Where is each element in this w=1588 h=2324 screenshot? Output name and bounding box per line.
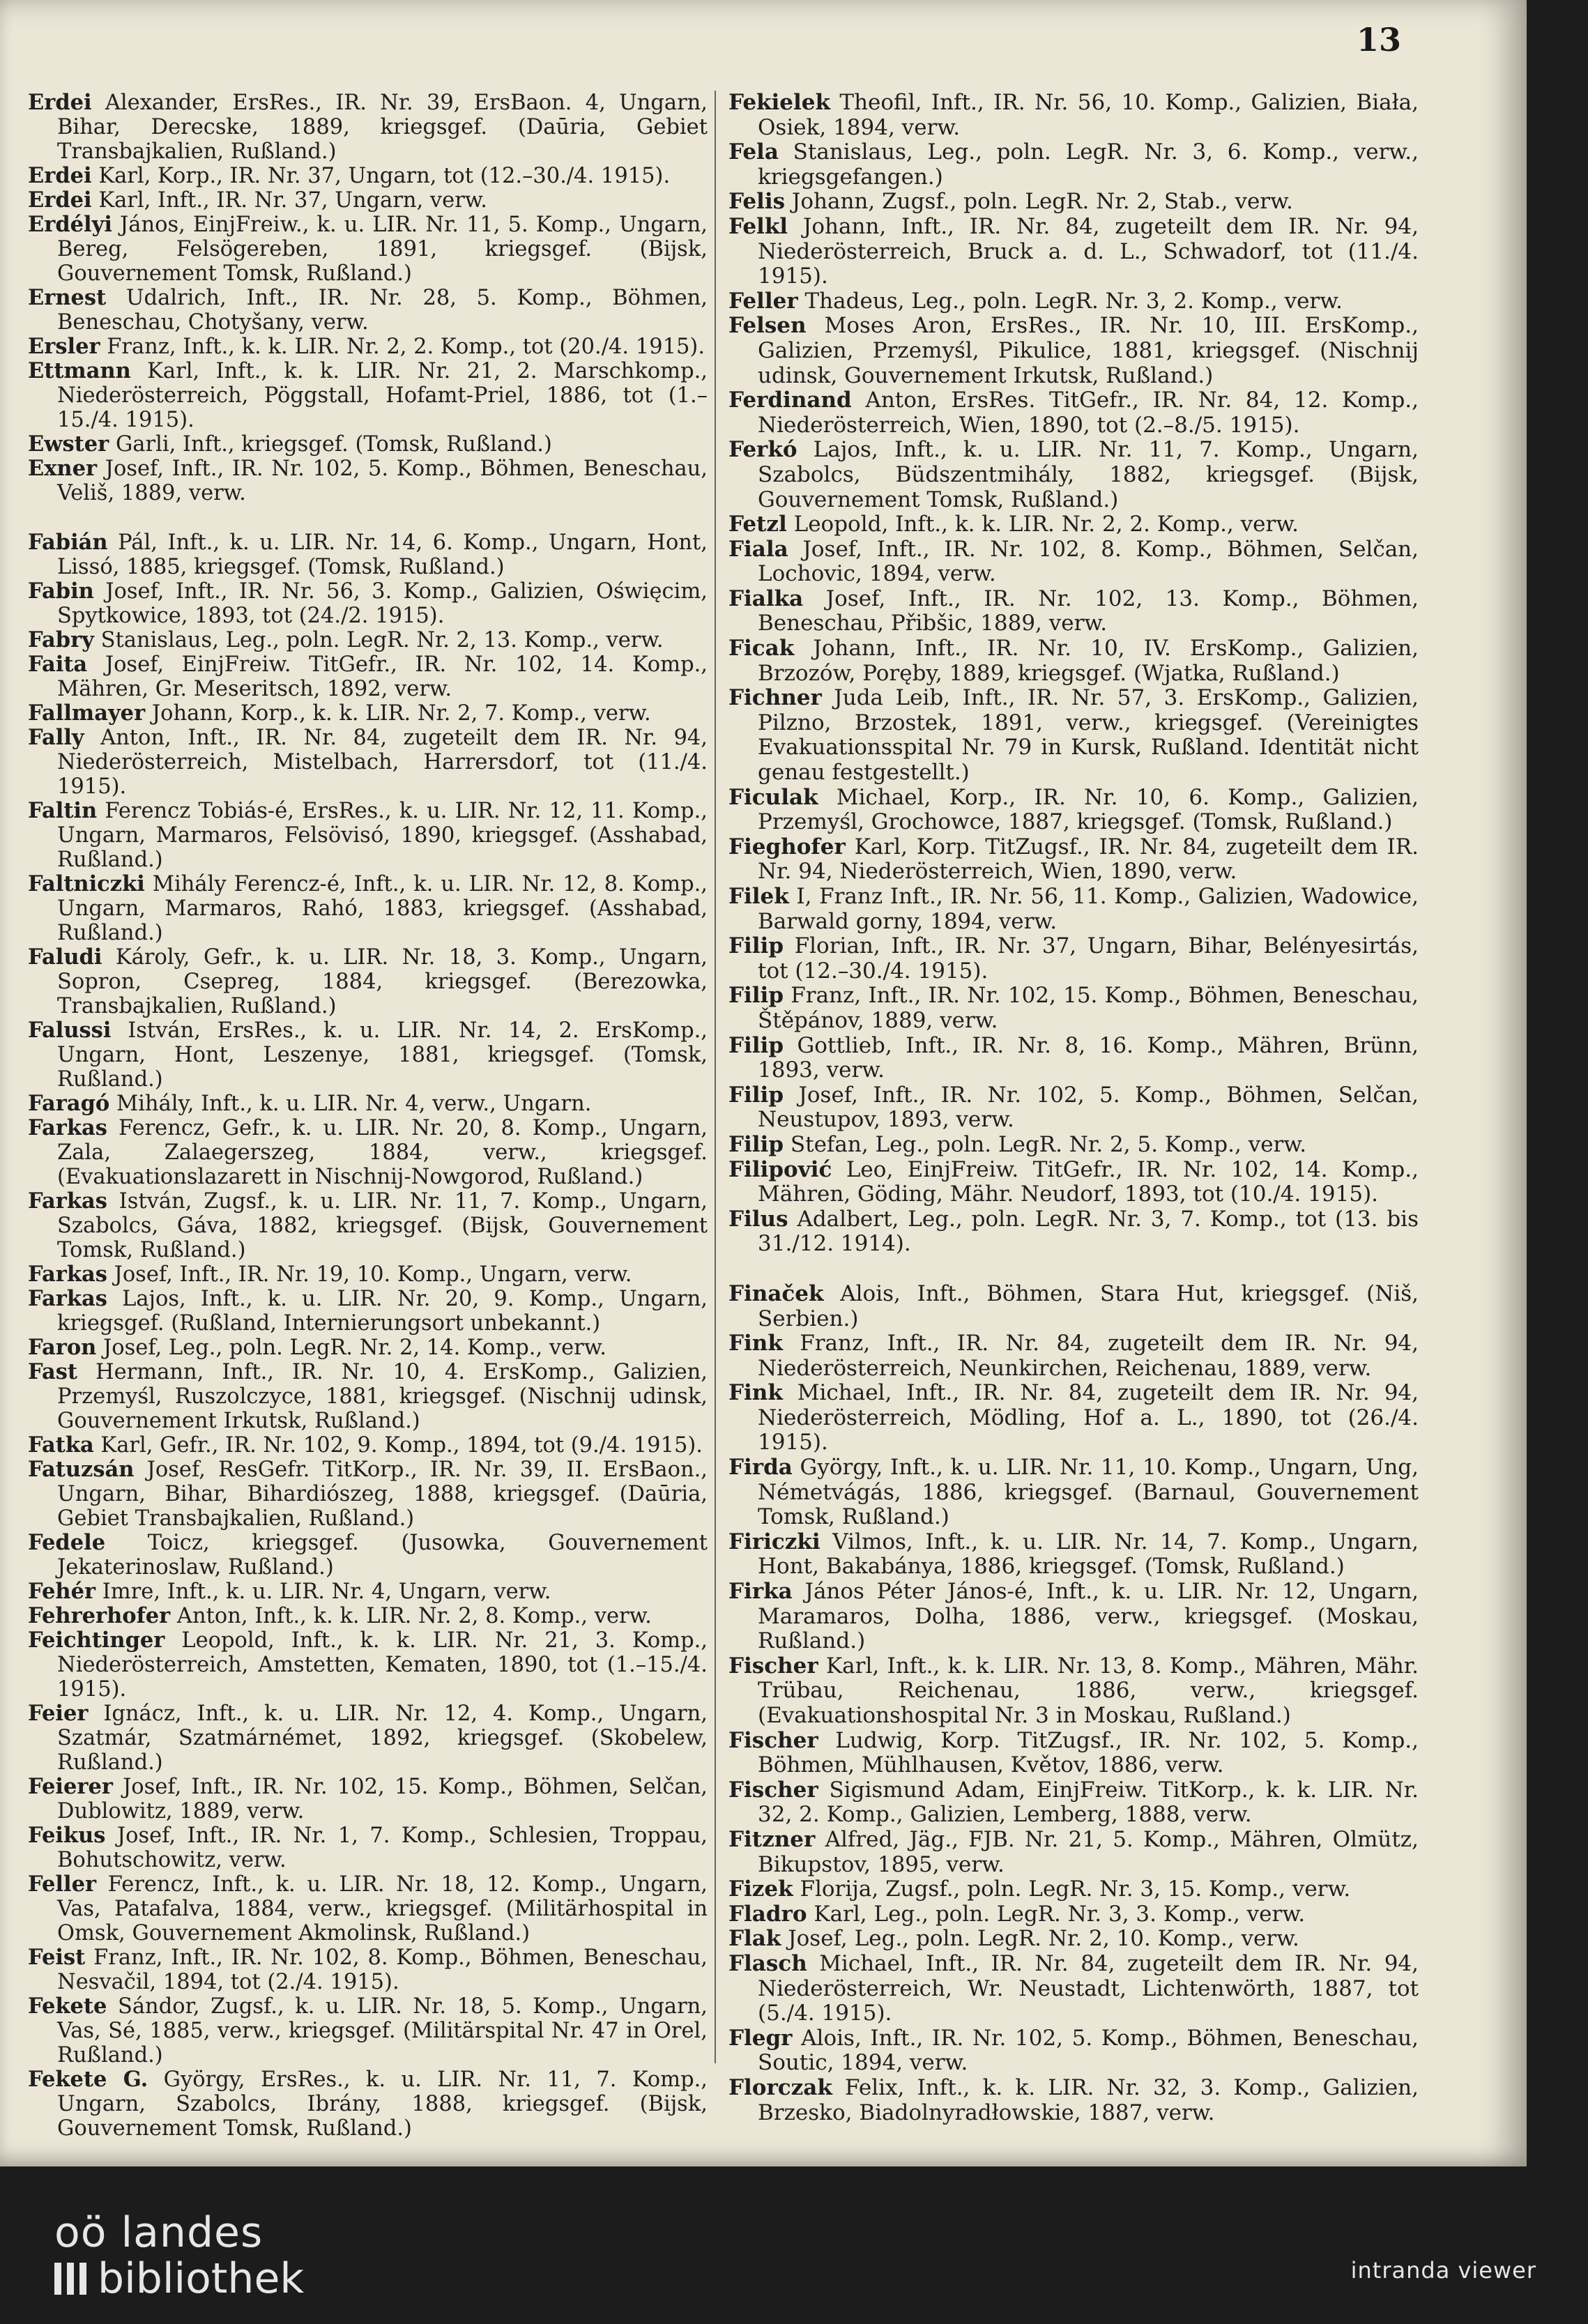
entry-surname: Exner xyxy=(28,456,98,481)
entry-details: Leo, EinjFreiw. TitGefr., IR. Nr. 102, 14. Komp., Mähren, Göding, Mähr. Neudorf, 1893, tot (10./4. 1915). xyxy=(758,1156,1419,1207)
entry-details: Károly, Gefr., k. u. LIR. Nr. 18, 3. Komp., Ungarn, Sopron, Csepreg, 1884, kriegsgef. (Berezowka, Transbajkalien, Rußland.) xyxy=(57,945,708,1018)
entry-details: Michael, Inft., IR. Nr. 84, zugeteilt dem IR. Nr. 94, Niederösterreich, Mödling, Hof a. L., 1890, tot (26./4. 1915). xyxy=(758,1380,1419,1455)
register-entry xyxy=(728,636,1419,686)
entry-surname: Feichtinger xyxy=(28,1628,165,1653)
entry-surname: Ernest xyxy=(28,285,107,310)
entry-details: Leopold, Inft., k. k. LIR. Nr. 2, 2. Komp., verw. xyxy=(786,512,1299,537)
entry-surname: Fatuzsán xyxy=(28,1457,135,1482)
entry-surname: Flasch xyxy=(728,1950,807,1976)
register-entry xyxy=(28,1580,708,1604)
register-entry xyxy=(728,512,1419,537)
entry-details: Josef, Inft., IR. Nr. 19, 10. Komp., Ungarn, verw. xyxy=(107,1262,632,1287)
entry-surname: Fekete G. xyxy=(28,2067,148,2092)
entry-surname: Fallmayer xyxy=(28,701,146,726)
register-entry xyxy=(728,1729,1419,1778)
register-entry xyxy=(728,1034,1419,1083)
viewer-label: intranda viewer xyxy=(1350,2257,1536,2284)
register-entry xyxy=(728,686,1419,785)
entry-details: Karl, Inft., IR. Nr. 37, Ungarn, verw. xyxy=(91,188,487,213)
entry-details: Garli, Inft., kriegsgef. (Tomsk, Rußland.) xyxy=(109,432,552,457)
logo-bars-icon xyxy=(54,2263,86,2295)
register-entry xyxy=(28,799,708,872)
entry-details: Karl, Korp. TitZugsf., IR. Nr. 84, zugeteilt dem IR. Nr. 94, Niederösterreich, Wien, 1890, verw. xyxy=(758,834,1419,885)
entry-details: Josef, Inft., IR. Nr. 56, 3. Komp., Galizien, Oświęcim, Spytkowice, 1893, tot (24./2. 1915). xyxy=(57,579,708,628)
register-entry xyxy=(728,587,1419,636)
entry-surname: Erdélyi xyxy=(28,212,112,237)
entry-details: Alexander, ErsRes., IR. Nr. 39, ErsBaon. 4, Ungarn, Bihar, Derecske, 1889, kriegsgef. (Daūria, Gebiet Transbajkalien, Rußland.) xyxy=(57,91,708,164)
entry-surname: Fedele xyxy=(28,1530,106,1555)
entry-details: Karl, Leg., poln. LegR. Nr. 3, 3. Komp., verw. xyxy=(807,1901,1306,1927)
entry-details: Anton, Inft., k. k. LIR. Nr. 2, 8. Komp., verw. xyxy=(170,1604,652,1628)
entry-surname: Fehér xyxy=(28,1579,96,1604)
entry-details: Karl, Gefr., IR. Nr. 102, 9. Komp., 1894, tot (9./4. 1915). xyxy=(93,1433,703,1458)
register-entry xyxy=(728,1654,1419,1729)
entry-surname: Feier xyxy=(28,1701,89,1726)
entry-details: György, Inft., k. u. LIR. Nr. 11, 10. Komp., Ungarn, Ung, Németvágás, 1886, kriegsgef. (Barnaul, Gouvernement Tomsk, Rußland.) xyxy=(758,1455,1419,1530)
entry-details: Josef, EinjFreiw. TitGefr., IR. Nr. 102, 14. Komp., Mähren, Gr. Meseritsch, 1892, verw. xyxy=(57,652,708,701)
entry-surname: Fichner xyxy=(728,685,822,711)
entry-surname: Flak xyxy=(728,1926,781,1952)
register-entry xyxy=(728,1778,1419,1828)
entry-details: Johann, Inft., IR. Nr. 10, IV. ErsKomp., Galizien, Brzozów, Poręby, 1889, kriegsgef. (Wjatka, Rußland.) xyxy=(758,636,1419,686)
register-entry xyxy=(728,1207,1419,1257)
entry-surname: Filip xyxy=(728,1131,784,1157)
register-entry xyxy=(728,215,1419,289)
entry-surname: Fehrerhofer xyxy=(28,1603,171,1628)
entry-surname: Fink xyxy=(728,1331,783,1356)
register-entry xyxy=(28,1994,708,2067)
entry-surname: Firiczki xyxy=(728,1529,820,1554)
entry-surname: Felsen xyxy=(728,313,807,339)
entry-surname: Feikus xyxy=(28,1823,106,1848)
entry-surname: Feller xyxy=(728,288,798,314)
entry-details: Josef, Inft., IR. Nr. 102, 13. Komp., Böhmen, Beneschau, Přibšic, 1889, verw. xyxy=(758,586,1419,636)
entry-details: Theofil, Inft., IR. Nr. 56, 10. Komp., Galizien, Biała, Osiek, 1894, verw. xyxy=(758,90,1419,140)
register-entry xyxy=(28,652,708,701)
register-entry xyxy=(728,885,1419,934)
entry-details: Ludwig, Korp. TitZugsf., IR. Nr. 102, 5. Komp., Böhmen, Mühlhausen, Květov, 1886, verw. xyxy=(758,1727,1419,1778)
register-entry xyxy=(28,1872,708,1945)
entry-surname: Florczak xyxy=(728,2074,832,2100)
register-entry xyxy=(28,628,708,652)
entry-details: Franz, Inft., IR. Nr. 84, zugeteilt dem IR. Nr. 94, Niederösterreich, Neunkirchen, Reichenau, 1889, verw. xyxy=(758,1331,1419,1381)
register-entry xyxy=(28,2067,708,2141)
logo-text-top: oö landes xyxy=(54,2208,264,2257)
entry-surname: Feller xyxy=(28,1872,97,1897)
entry-surname: Faragó xyxy=(28,1091,110,1116)
register-entry xyxy=(28,457,708,505)
section-gap xyxy=(28,505,708,530)
register-entry xyxy=(28,1360,708,1433)
entry-surname: Faita xyxy=(28,652,88,677)
entry-details: Ignácz, Inft., k. u. LIR. Nr. 12, 4. Komp., Ungarn, Szatmár, Szatmárnémet, 1892, kriegsgef. (Skobelew, Rußland.) xyxy=(57,1702,708,1775)
register-entry xyxy=(728,289,1419,314)
page-number: 13 xyxy=(1356,21,1401,59)
entry-surname: Faltin xyxy=(28,798,98,823)
entry-surname: Fela xyxy=(728,139,779,165)
entry-surname: Ferdinand xyxy=(728,388,852,413)
entry-details: Lajos, Inft., k. u. LIR. Nr. 11, 7. Komp., Ungarn, Szabolcs, Büdszentmihály, 1882, kriegsgef. (Bijsk, Gouvernement Tomsk, Rußland.) xyxy=(758,437,1419,512)
entry-details: Ferencz, Gefr., k. u. LIR. Nr. 20, 8. Komp., Ungarn, Zala, Zalaegerszeg, 1884, verw., kriegsgef. (Evakuationslazarett in Nischnij-Nowgorod, Rußland.) xyxy=(57,1116,708,1189)
entry-details: János, EinjFreiw., k. u. LIR. Nr. 11, 5. Komp., Ungarn, Bereg, Felsögereben, 1891, kriegsgef. (Bijsk, Gouvernement Tomsk, Rußland.) xyxy=(57,213,708,286)
entry-surname: Fialka xyxy=(728,586,804,611)
entry-details: Josef, Leg., poln. LegR. Nr. 2, 14. Komp., verw. xyxy=(96,1336,606,1360)
entry-details: Mihály, Inft., k. u. LIR. Nr. 4, verw., Ungarn. xyxy=(109,1092,592,1116)
entry-surname: Fast xyxy=(28,1359,78,1384)
entry-surname: Fischer xyxy=(728,1653,818,1679)
entry-surname: Feierer xyxy=(28,1774,113,1799)
register-entry xyxy=(28,579,708,628)
entry-surname: Falussi xyxy=(28,1018,112,1043)
entry-details: István, ErsRes., k. u. LIR. Nr. 14, 2. ErsKomp., Ungarn, Hont, Leszenye, 1881, kriegsgef. (Tomsk, Rußland.) xyxy=(57,1018,708,1092)
entry-details: Thadeus, Leg., poln. LegR. Nr. 3, 2. Komp., verw. xyxy=(797,288,1343,314)
register-entry xyxy=(28,1604,708,1628)
entry-details: Anton, ErsRes. TitGefr., IR. Nr. 84, 12. Komp., Niederösterreich, Wien, 1890, tot (2.–8./5. 1915). xyxy=(758,388,1419,438)
entry-surname: Filek xyxy=(728,884,789,909)
register-entry xyxy=(28,1336,708,1360)
left-column xyxy=(28,91,708,2141)
entry-surname: Ewster xyxy=(28,431,109,457)
entry-details: György, ErsRes., k. u. LIR. Nr. 11, 7. Komp., Ungarn, Szabolcs, Ibrány, 1888, kriegsgef. (Bijsk, Gouvernement Tomsk, Rußland.) xyxy=(57,2067,708,2141)
entry-details: Florija, Zugsf., poln. LegR. Nr. 3, 15. Komp., verw. xyxy=(793,1876,1351,1902)
register-entry xyxy=(28,91,708,164)
register-entry xyxy=(28,1458,708,1531)
entry-details: Anton, Inft., IR. Nr. 84, zugeteilt dem IR. Nr. 94, Niederösterreich, Mistelbach, Harrersdorf, tot (11./4. 1915). xyxy=(57,726,708,799)
register-entry xyxy=(28,213,708,286)
entry-details: Johann, Zugsf., poln. LegR. Nr. 2, Stab., verw. xyxy=(785,189,1293,215)
register-entry xyxy=(28,1262,708,1287)
entry-surname: Fizek xyxy=(728,1876,793,1902)
entry-details: Imre, Inft., k. u. LIR. Nr. 4, Ungarn, verw. xyxy=(96,1580,551,1604)
entry-surname: Erdei xyxy=(28,188,92,213)
register-entry xyxy=(28,1702,708,1775)
register-entry xyxy=(728,1455,1419,1530)
library-logo xyxy=(54,2210,304,2302)
entry-surname: Fekielek xyxy=(728,90,830,115)
entry-details: Vilmos, Inft., k. u. LIR. Nr. 14, 7. Komp., Ungarn, Hont, Bakabánya, 1886, kriegsgef. (Tomsk, Rußland.) xyxy=(758,1529,1419,1580)
register-entry xyxy=(28,1116,708,1189)
entry-surname: Filip xyxy=(728,1082,784,1108)
entry-details: István, Zugsf., k. u. LIR. Nr. 11, 7. Komp., Ungarn, Szabolcs, Gáva, 1882, kriegsgef. (Bijsk, Gouvernement Tomsk, Rußland.) xyxy=(57,1189,708,1262)
entry-details: I, Franz Inft., IR. Nr. 56, 11. Komp., Galizien, Wadowice, Barwald gorny, 1894, verw. xyxy=(758,884,1419,934)
entry-details: Josef, ResGefr. TitKorp., IR. Nr. 39, II. ErsBaon., Ungarn, Bihar, Bihardiószeg, 1888, kriegsgef. (Daūria, Gebiet Transbajkalien, Rußland.) xyxy=(57,1458,708,1531)
entry-surname: Fally xyxy=(28,725,84,750)
entry-surname: Felkl xyxy=(728,213,788,239)
entry-details: Florian, Inft., IR. Nr. 37, Ungarn, Bihar, Belényesirtás, tot (12.–30./4. 1915). xyxy=(758,933,1419,984)
entry-details: Stefan, Leg., poln. LegR. Nr. 2, 5. Komp., verw. xyxy=(784,1131,1307,1157)
entry-surname: Farkas xyxy=(28,1286,107,1311)
entry-surname: Fetzl xyxy=(728,512,787,537)
entry-details: Josef, Inft., IR. Nr. 102, 5. Komp., Böhmen, Beneschau, Veliš, 1889, verw. xyxy=(57,457,708,505)
entry-surname: Farkas xyxy=(28,1188,107,1214)
register-entry xyxy=(728,190,1419,215)
entry-surname: Fiala xyxy=(728,536,788,562)
entry-surname: Faron xyxy=(28,1335,97,1360)
entry-surname: Filip xyxy=(728,933,784,959)
register-entry xyxy=(28,432,708,457)
entry-surname: Ficulak xyxy=(728,784,818,810)
entry-details: Gottlieb, Inft., IR. Nr. 8, 16. Komp., Mähren, Brünn, 1893, verw. xyxy=(758,1032,1419,1083)
entry-surname: Firka xyxy=(728,1579,793,1605)
entry-details: Juda Leib, Inft., IR. Nr. 57, 3. ErsKomp., Galizien, Pilzno, Brzostek, 1891, verw., kriegsgef. (Vereinigtes Evakuationsspital Nr. 79 in Kursk, Rußland. Identität nicht genau festgestellt.) xyxy=(758,685,1419,786)
register-entry xyxy=(728,835,1419,885)
register-entry xyxy=(728,1580,1419,1654)
entry-details: Johann, Inft., IR. Nr. 84, zugeteilt dem IR. Nr. 94, Niederösterreich, Bruck a. d. L., Schwadorf, tot (11./4. 1915). xyxy=(758,213,1419,289)
register-entry xyxy=(28,164,708,188)
entry-surname: Firda xyxy=(728,1455,793,1481)
entry-surname: Ersler xyxy=(28,334,100,359)
logo-text-bottom-row xyxy=(54,2256,304,2302)
entry-surname: Fekete xyxy=(28,1994,107,2019)
register-entry xyxy=(728,1282,1419,1331)
register-entry xyxy=(728,1331,1419,1381)
entry-details: Franz, Inft., IR. Nr. 102, 8. Komp., Böhmen, Beneschau, Nesvačil, 1894, tot (2./4. 1915). xyxy=(57,1945,708,1994)
entry-details: Adalbert, Leg., poln. LegR. Nr. 3, 7. Komp., tot (13. bis 31./12. 1914). xyxy=(758,1206,1419,1257)
entry-details: Alois, Inft., IR. Nr. 102, 5. Komp., Böhmen, Beneschau, Soutic, 1894, verw. xyxy=(758,2025,1419,2076)
entry-surname: Filipović xyxy=(728,1156,832,1182)
entry-details: Josef, Inft., IR. Nr. 1, 7. Komp., Schlesien, Troppau, Bohutschowitz, verw. xyxy=(57,1824,708,1872)
entry-surname: Fatka xyxy=(28,1432,94,1458)
register-entry xyxy=(28,872,708,945)
entry-surname: Ficak xyxy=(728,636,795,662)
entry-details: Alfred, Jäg., FJB. Nr. 21, 5. Komp., Mähren, Olmütz, Bikupstov, 1895, verw. xyxy=(758,1826,1419,1877)
entry-surname: Fabin xyxy=(28,579,94,604)
register-entry xyxy=(28,1824,708,1872)
entry-details: Toicz, kriegsgef. (Jusowka, Gouvernement Jekaterinoslaw, Rußland.) xyxy=(57,1531,708,1580)
entry-details: Johann, Korp., k. k. LIR. Nr. 2, 7. Komp., verw. xyxy=(145,701,651,726)
entry-details: Mihály Ferencz-é, Inft., k. u. LIR. Nr. 12, 8. Komp., Ungarn, Marmaros, Rahó, 1883, kriegsgef. (Asshabad, Rußland.) xyxy=(57,872,708,945)
register-entry xyxy=(728,1381,1419,1455)
register-entry xyxy=(728,934,1419,984)
entry-details: Karl, Inft., k. k. LIR. Nr. 21, 2. Marschkomp., Niederösterreich, Pöggstall, Hofamt-Priel, 1886, tot (1.–15./4. 1915). xyxy=(57,359,708,432)
entry-details: Michael, Inft., IR. Nr. 84, zugeteilt dem IR. Nr. 94, Niederösterreich, Wr. Neustadt, Lichtenwörth, 1887, tot (5./4. 1915). xyxy=(758,1950,1419,2026)
register-entry xyxy=(728,140,1419,190)
entry-details: Stanislaus, Leg., poln. LegR. Nr. 3, 6. Komp., verw., kriegsgefangen.) xyxy=(758,139,1419,190)
register-entry xyxy=(28,1287,708,1336)
register-entry xyxy=(28,359,708,432)
register-entry xyxy=(28,1092,708,1116)
register-entry xyxy=(728,2076,1419,2125)
register-entry xyxy=(728,314,1419,388)
entry-surname: Fabry xyxy=(28,627,94,652)
register-entry xyxy=(28,335,708,359)
register-entry xyxy=(28,530,708,579)
entry-details: Stanislaus, Leg., poln. LegR. Nr. 2, 13. Komp., verw. xyxy=(93,628,664,652)
entry-details: Josef, Inft., IR. Nr. 102, 5. Komp., Böhmen, Selčan, Neustupov, 1893, verw. xyxy=(758,1082,1419,1133)
entry-details: Hermann, Inft., IR. Nr. 10, 4. ErsKomp., Galizien, Przemyśl, Ruszolczyce, 1881, kriegsgef. (Nischnij udinsk, Gouvernement Irkutsk, Rußland.) xyxy=(57,1360,708,1433)
entry-surname: Faltniczki xyxy=(28,871,145,896)
register-entry xyxy=(728,1952,1419,2026)
register-entry xyxy=(728,984,1419,1033)
right-column xyxy=(728,91,1419,2125)
register-entry xyxy=(28,945,708,1018)
entry-surname: Farkas xyxy=(28,1115,107,1140)
entry-details: Pál, Inft., k. u. LIR. Nr. 14, 6. Komp., Ungarn, Hont, Lissó, 1885, kriegsgef. (Tomsk, Rußland.) xyxy=(57,530,708,579)
register-entry xyxy=(28,701,708,726)
entry-details: Lajos, Inft., k. u. LIR. Nr. 20, 9. Komp., Ungarn, kriegsgef. (Rußland, Internierungsort unbekannt.) xyxy=(57,1287,708,1336)
entry-details: Ferencz, Inft., k. u. LIR. Nr. 18, 12. Komp., Ungarn, Vas, Patafalva, 1884, verw., kriegsgef. (Militärhospital in Omsk, Gouvernement Akmolinsk, Rußland.) xyxy=(57,1872,708,1945)
register-entry xyxy=(28,1628,708,1702)
entry-details: Udalrich, Inft., IR. Nr. 28, 5. Komp., Böhmen, Beneschau, Chotyšany, verw. xyxy=(57,286,708,335)
column-divider xyxy=(715,91,716,2063)
entry-surname: Ettmann xyxy=(28,358,131,383)
register-entry xyxy=(728,786,1419,835)
entry-surname: Felis xyxy=(728,189,786,215)
entry-surname: Ferkó xyxy=(728,437,797,463)
entry-surname: Finaček xyxy=(728,1281,824,1306)
entry-details: Michael, Korp., IR. Nr. 10, 6. Komp., Galizien, Przemyśl, Grochowce, 1887, kriegsgef. (Tomsk, Rußland.) xyxy=(758,784,1419,835)
register-entry xyxy=(28,1189,708,1262)
entry-surname: Fitzner xyxy=(728,1826,816,1852)
entry-details: Sigismund Adam, EinjFreiw. TitKorp., k. k. LIR. Nr. 32, 2. Komp., Galizien, Lemberg, 1888, verw. xyxy=(758,1777,1419,1828)
register-entry xyxy=(728,1927,1419,1952)
register-entry xyxy=(728,1902,1419,1927)
entry-details: Moses Aron, ErsRes., IR. Nr. 10, III. ErsKomp., Galizien, Przemyśl, Pikulice, 1881, kriegsgef. (Nischnij udinsk, Gouvernement Irkutsk, Rußland.) xyxy=(758,313,1419,388)
register-entry xyxy=(728,1828,1419,1877)
entry-details: Karl, Inft., k. k. LIR. Nr. 13, 8. Komp., Mähren, Mähr. Trübau, Reichenau, 1886, verw., kriegsgef. (Evakuationshospital Nr. 3 in Moskau, Rußland.) xyxy=(758,1653,1419,1728)
logo-text-bottom: bibliothek xyxy=(98,2254,305,2303)
entry-surname: Erdei xyxy=(28,90,92,115)
entry-details: Franz, Inft., IR. Nr. 102, 15. Komp., Böhmen, Beneschau, Štěpánov, 1889, verw. xyxy=(758,983,1419,1033)
entry-surname: Fladro xyxy=(728,1901,807,1927)
register-entry xyxy=(728,1877,1419,1902)
register-entry xyxy=(28,1018,708,1092)
entry-surname: Fink xyxy=(728,1380,783,1406)
entry-surname: Fieghofer xyxy=(728,834,846,859)
register-entry xyxy=(28,188,708,213)
entry-details: Ferencz Tobiás-é, ErsRes., k. u. LIR. Nr. 12, 11. Komp., Ungarn, Marmaros, Felsövisó, 1890, kriegsgef. (Asshabad, Rußland.) xyxy=(57,799,708,872)
register-entry xyxy=(728,388,1419,438)
register-entry xyxy=(28,1775,708,1824)
register-entry xyxy=(728,537,1419,587)
entry-surname: Filip xyxy=(728,1032,784,1058)
entry-surname: Fischer xyxy=(728,1777,818,1803)
entry-surname: Fabián xyxy=(28,530,108,555)
entry-details: Josef, Inft., IR. Nr. 102, 8. Komp., Böhmen, Selčan, Lochovic, 1894, verw. xyxy=(758,536,1419,587)
entry-details: Felix, Inft., k. k. LIR. Nr. 32, 3. Komp., Galizien, Brzesko, Biadolnyradłowskie, 1887, verw. xyxy=(758,2074,1419,2125)
entry-details: Franz, Inft., k. k. LIR. Nr. 2, 2. Komp., tot (20./4. 1915). xyxy=(100,335,705,359)
entry-details: Josef, Leg., poln. LegR. Nr. 2, 10. Komp., verw. xyxy=(781,1926,1299,1952)
entry-surname: Erdei xyxy=(28,163,92,188)
entry-surname: Filus xyxy=(728,1206,788,1232)
entry-details: János Péter János-é, Inft., k. u. LIR. Nr. 12, Ungarn, Maramaros, Dolha, 1886, verw., kriegsgef. (Moskau, Rußland.) xyxy=(758,1579,1419,1654)
entry-surname: Faludi xyxy=(28,945,102,970)
register-entry xyxy=(28,1433,708,1458)
entry-surname: Filip xyxy=(728,983,784,1009)
entry-surname: Fischer xyxy=(728,1727,818,1753)
section-gap xyxy=(728,1257,1419,1282)
register-entry xyxy=(28,726,708,799)
register-entry xyxy=(728,2026,1419,2076)
register-entry xyxy=(728,1083,1419,1133)
entry-details: Sándor, Zugsf., k. u. LIR. Nr. 18, 5. Komp., Ungarn, Vas, Sé, 1885, verw., kriegsgef. (Militärspital Nr. 47 in Orel, Rußland.) xyxy=(57,1994,708,2067)
entry-surname: Feist xyxy=(28,1945,86,1970)
entry-surname: Farkas xyxy=(28,1262,107,1287)
register-entry xyxy=(728,438,1419,512)
entry-details: Karl, Korp., IR. Nr. 37, Ungarn, tot (12.–30./4. 1915). xyxy=(91,164,671,188)
entry-details: Josef, Inft., IR. Nr. 102, 15. Komp., Böhmen, Selčan, Dublowitz, 1889, verw. xyxy=(57,1775,708,1824)
register-entry xyxy=(728,1133,1419,1158)
register-entry xyxy=(28,1531,708,1580)
register-entry xyxy=(728,1530,1419,1580)
register-entry xyxy=(28,1945,708,1994)
register-entry xyxy=(728,91,1419,140)
entry-surname: Flegr xyxy=(728,2025,793,2051)
register-entry xyxy=(28,286,708,335)
register-entry xyxy=(728,1158,1419,1207)
entry-details: Alois, Inft., Böhmen, Stara Hut, kriegsgef. (Niš, Serbien.) xyxy=(758,1281,1419,1331)
entry-details: Leopold, Inft., k. k. LIR. Nr. 21, 3. Komp., Niederösterreich, Amstetten, Kematen, 1890, tot (1.–15./4. 1915). xyxy=(57,1628,708,1702)
